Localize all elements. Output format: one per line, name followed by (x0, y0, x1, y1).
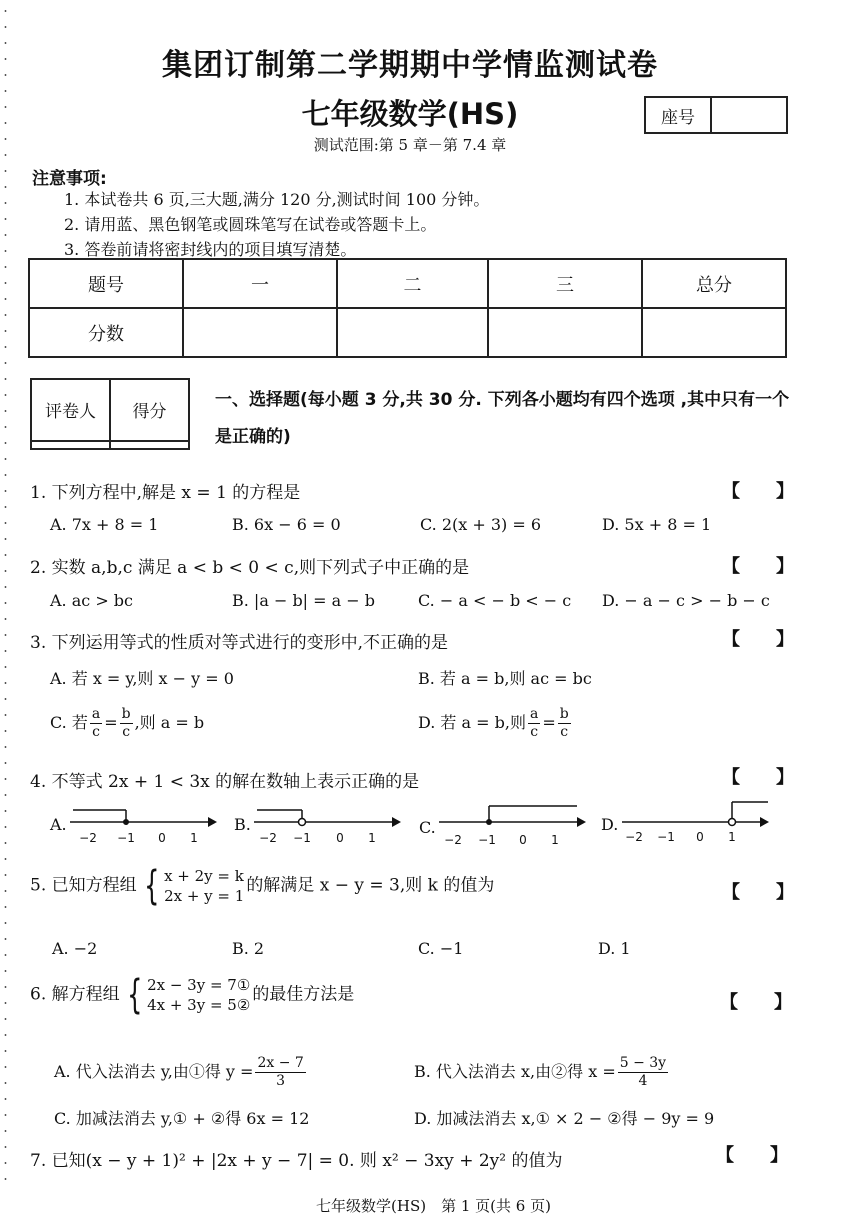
equals-sign: = (542, 713, 556, 732)
tick-label: −1 (293, 831, 311, 845)
question-3-stem: 3. 下列运用等式的性质对等式进行的变形中,不正确的是 (30, 633, 449, 653)
seat-number-label: 座号 (646, 98, 712, 132)
option-d[interactable]: D. 加减法消去 x,① × 2 − ②得 − 9y = 9 (414, 1109, 715, 1128)
option-c[interactable] (50, 706, 204, 741)
fraction (120, 706, 133, 741)
option-a[interactable]: A. 7x + 8 = 1 (50, 515, 159, 534)
binding-margin-dots (4, 10, 7, 1190)
score-label: 得分 (110, 379, 189, 441)
answer-bracket[interactable]: 【 】 (722, 481, 794, 502)
answer-bracket[interactable]: 【 】 (722, 882, 794, 903)
tick-label: 0 (696, 830, 704, 844)
fraction (528, 706, 540, 741)
number-line-c[interactable] (437, 800, 587, 852)
option-c-prefix: C. 若 (50, 713, 88, 732)
axis-arrow (208, 817, 217, 827)
fraction (618, 1055, 668, 1090)
fraction-denominator: 4 (638, 1073, 648, 1089)
question-6-stem (30, 972, 355, 1018)
brace-icon: { (143, 863, 159, 909)
score-header-cell: 三 (488, 259, 642, 308)
notes-heading: 注意事项: (32, 169, 107, 189)
option-b[interactable]: B. |a − b| = a − b (232, 591, 376, 610)
score-value-cell[interactable] (488, 308, 642, 357)
option-b[interactable]: B. 若 a = b,则 ac = bc (418, 669, 592, 688)
answer-bracket[interactable]: 【 】 (722, 767, 794, 788)
solid-point (486, 819, 492, 825)
section-one-title: 一、选择题(每小题 3 分,共 30 分. 下列各小题均有四个选项 ,其中只有一个是正确的) (215, 390, 790, 447)
question-5-stem (30, 863, 495, 909)
fraction (90, 706, 102, 741)
exam-title: 集团订制第二学期期中学情监测试卷 (162, 48, 658, 83)
option-a[interactable]: A. −2 (52, 939, 98, 958)
option-b[interactable]: B. 6x − 6 = 0 (232, 515, 341, 534)
tick-label: −2 (444, 833, 462, 847)
fraction-denominator: c (530, 724, 539, 740)
tick-label: −1 (478, 833, 496, 847)
tick-label: −2 (259, 831, 277, 845)
equals-sign: = (104, 713, 118, 732)
option-a-label[interactable]: A. (50, 815, 67, 834)
tick-label: 0 (336, 831, 344, 845)
tick-label: −2 (625, 830, 643, 844)
grader-table (30, 378, 190, 450)
question-2-stem: 2. 实数 a,b,c 满足 a < b < 0 < c,则下列式子中正确的是 (30, 558, 470, 578)
score-header-cell: 总分 (642, 259, 786, 308)
tick-label: 0 (158, 831, 166, 845)
axis-arrow (760, 817, 769, 827)
answer-bracket[interactable]: 【 】 (722, 556, 794, 577)
score-table-value-row (29, 308, 786, 357)
score-header-cell: 题号 (29, 259, 183, 308)
question-4-stem: 4. 不等式 2x + 1 < 3x 的解在数轴上表示正确的是 (30, 772, 420, 792)
seat-number-box (644, 96, 788, 134)
fraction-denominator: c (92, 724, 100, 740)
option-b[interactable] (414, 1055, 670, 1090)
equation-1: x + 2y = k (164, 867, 244, 885)
question-7-stem: 7. 已知(x − y + 1)² + |2x + y − 7| = 0. 则 x² − 3xy + 2y² 的值为 (30, 1151, 563, 1171)
score-header-cell: 二 (337, 259, 488, 308)
hollow-point (299, 819, 306, 826)
equation-system (139, 863, 245, 909)
option-b[interactable]: B. 2 (232, 939, 265, 958)
note-item: 1. 本试卷共 6 页,三大题,满分 120 分,测试时间 100 分钟。 (64, 190, 490, 209)
score-header-cell: 一 (183, 259, 337, 308)
fraction-denominator: c (560, 724, 569, 740)
number-line-d[interactable] (620, 796, 770, 846)
equation-1: 2x − 3y = 7① (147, 976, 251, 994)
axis-arrow (577, 817, 586, 827)
score-value-cell[interactable] (183, 308, 337, 357)
score-table-header-row (29, 259, 786, 308)
tick-label: −1 (117, 831, 135, 845)
grader-label: 评卷人 (31, 379, 110, 441)
question-1-stem: 1. 下列方程中,解是 x = 1 的方程是 (30, 483, 301, 503)
question-6-prefix: 6. 解方程组 (30, 984, 120, 1005)
number-line-b[interactable] (252, 800, 402, 850)
option-d[interactable] (418, 706, 573, 741)
tick-label: 1 (728, 830, 736, 844)
grader-field[interactable] (31, 441, 110, 450)
question-6-suffix: 的最佳方法是 (252, 984, 355, 1005)
option-c-suffix: ,则 a = b (134, 713, 205, 732)
fraction-numerator: 2x − 7 (257, 1055, 304, 1071)
option-d[interactable]: D. 1 (598, 939, 631, 958)
option-b-label[interactable]: B. (234, 815, 251, 834)
equation-system (122, 972, 251, 1018)
note-item: 2. 请用蓝、黑色钢笔或圆珠笔写在试卷或答题卡上。 (64, 215, 437, 234)
score-value-cell[interactable] (337, 308, 488, 357)
test-range: 测试范围:第 5 章－第 7.4 章 (313, 136, 507, 154)
question-5-suffix: 的解满足 x − y = 3,则 k 的值为 (246, 875, 495, 896)
axis-arrow (392, 817, 401, 827)
score-value-cell[interactable] (642, 308, 786, 357)
tick-label: 1 (190, 831, 198, 845)
option-c-label[interactable]: C. (419, 818, 436, 837)
option-a[interactable]: A. ac > bc (50, 591, 134, 610)
fraction (558, 706, 571, 741)
fraction-numerator: 5 − 3y (619, 1055, 667, 1071)
number-line-a[interactable] (68, 800, 218, 850)
option-a[interactable] (54, 1055, 308, 1090)
tick-label: −2 (79, 831, 97, 845)
answer-bracket[interactable]: 【 】 (716, 1145, 788, 1166)
fraction-denominator: 3 (276, 1073, 286, 1089)
fraction-numerator: b (559, 706, 569, 722)
fraction-numerator: a (529, 706, 539, 722)
fraction (255, 1055, 305, 1090)
option-d[interactable]: D. 5x + 8 = 1 (602, 515, 712, 534)
fraction-denominator: c (122, 724, 131, 740)
option-c[interactable]: C. −1 (418, 939, 464, 958)
answer-bracket[interactable]: 【 】 (722, 629, 794, 650)
tick-label: 0 (519, 833, 527, 847)
equation-2: 4x + 3y = 5② (147, 996, 251, 1014)
option-c[interactable]: C. 加减法消去 y,① + ②得 6x = 12 (54, 1109, 310, 1128)
brace-icon: { (126, 972, 142, 1018)
solid-point (123, 819, 129, 825)
score-table (28, 258, 787, 358)
option-a[interactable]: A. 若 x = y,则 x − y = 0 (50, 669, 234, 688)
note-item: 3. 答卷前请将密封线内的项目填写清楚。 (64, 240, 357, 259)
option-b-prefix: B. 代入法消去 x,由②得 x = (414, 1062, 616, 1081)
seat-number-field[interactable] (712, 98, 786, 132)
tick-label: 1 (368, 831, 376, 845)
hollow-point (729, 819, 736, 826)
answer-bracket[interactable]: 【 】 (720, 992, 792, 1013)
tick-label: −1 (657, 830, 675, 844)
option-c[interactable]: C. 2(x + 3) = 6 (420, 515, 542, 534)
page-footer: 七年级数学(HS) 第 1 页(共 6 页) (316, 1197, 551, 1215)
fraction-numerator: a (91, 706, 101, 722)
score-field[interactable] (110, 441, 189, 450)
tick-label: 1 (551, 833, 559, 847)
option-c[interactable]: C. − a < − b < − c (418, 591, 572, 610)
score-row-label: 分数 (29, 308, 183, 357)
option-d-label[interactable]: D. (601, 815, 619, 834)
option-a-prefix: A. 代入法消去 y,由①得 y = (54, 1062, 254, 1081)
equation-2: 2x + y = 1 (164, 887, 245, 905)
option-d-prefix: D. 若 a = b,则 (418, 713, 526, 732)
exam-subtitle: 七年级数学(HS) (301, 97, 519, 131)
question-5-prefix: 5. 已知方程组 (30, 875, 137, 896)
option-d[interactable]: D. − a − c > − b − c (602, 591, 770, 610)
fraction-numerator: b (121, 706, 131, 722)
